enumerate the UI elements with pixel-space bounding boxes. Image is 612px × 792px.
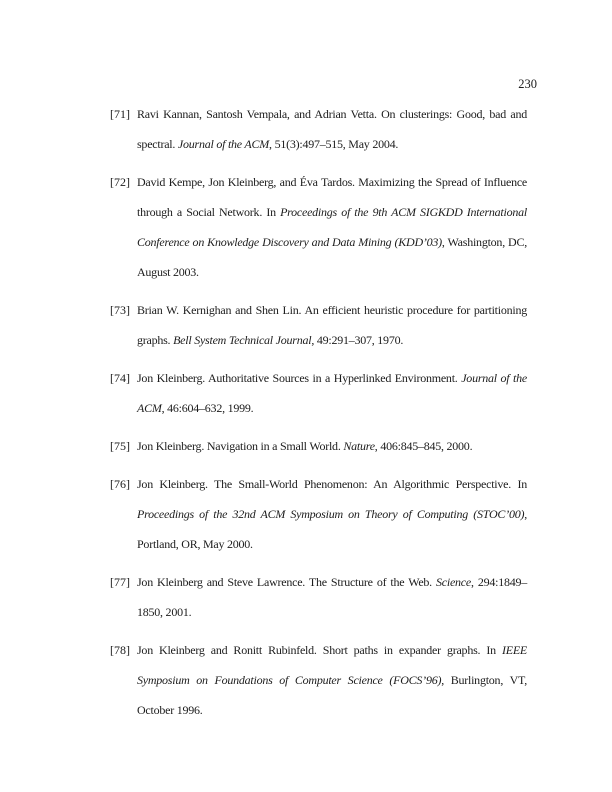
bib-entry — [110, 635, 527, 725]
bib-entry — [110, 99, 527, 159]
bib-entry-text: Ravi Kannan, Santosh Vempala, and Adrian Vetta. On clusterings: Good, bad and spectral. — [137, 107, 527, 151]
bib-entry — [110, 167, 527, 287]
bib-entry-text: , Portland, OR, May 2000. — [137, 507, 527, 551]
bib-entry — [110, 295, 527, 355]
bib-entry-text: , 294:1849–1850, 2001. — [137, 575, 527, 619]
bib-entry-venue: Proceedings of the 9th ACM SIGKDD International Conference on Knowledge Discovery and Data Mining (KDD’03) — [137, 205, 527, 249]
bib-entry-text: , 406:845–845, 2000. — [374, 439, 473, 453]
bib-entry-text: Jon Kleinberg and Ronitt Rubinfeld. Short paths in expander graphs. In — [137, 643, 502, 657]
bib-entry-text: , 51(3):497–515, May 2004. — [269, 137, 399, 151]
bib-entry-label: [77] — [110, 575, 130, 589]
bib-entry-venue: Bell System Technical Journal — [173, 333, 312, 347]
bib-entry-label: [76] — [110, 477, 130, 491]
bib-entry-venue: Nature — [343, 439, 375, 453]
bib-entry-text: , Washington, DC, August 2003. — [137, 235, 527, 279]
bib-entry-label: [75] — [110, 439, 130, 453]
bib-entry-venue: Journal of the ACM — [137, 371, 527, 415]
bib-entry — [110, 363, 527, 423]
bib-entry-label: [73] — [110, 303, 130, 317]
bib-entry-text: , 49:291–307, 1970. — [311, 333, 404, 347]
bib-entry-label: [72] — [110, 175, 130, 189]
bib-entry — [110, 567, 527, 627]
bib-entry-text: Jon Kleinberg and Steve Lawrence. The Structure of the Web. — [137, 575, 437, 589]
bib-entry-text: Jon Kleinberg. Navigation in a Small World. — [137, 439, 344, 453]
bib-entry-venue: Journal of the ACM — [177, 137, 270, 151]
bib-entry-label: [78] — [110, 643, 130, 657]
bib-entry — [110, 431, 527, 461]
page-number: 230 — [518, 77, 537, 91]
bibliography — [110, 99, 527, 733]
bib-entry-text: , Burlington, VT, October 1996. — [137, 673, 527, 717]
bib-entry-venue: Science — [436, 575, 471, 589]
bib-entry-venue: IEEE Symposium on Foundations of Computer Science (FOCS’96) — [137, 643, 527, 687]
bib-entry-label: [71] — [110, 107, 130, 121]
bib-entry-text: , 46:604–632, 1999. — [161, 401, 254, 415]
bib-entry-venue: Proceedings of the 32nd ACM Symposium on Theory of Computing (STOC’00) — [137, 507, 525, 521]
bib-entry-label: [74] — [110, 371, 130, 385]
bib-entry — [110, 469, 527, 559]
bib-entry-text: Jon Kleinberg. Authoritative Sources in a Hyperlinked Environment. — [137, 371, 462, 385]
bib-entry-text: David Kempe, Jon Kleinberg, and Éva Tardos. Maximizing the Spread of Influence through a Social Network. In — [137, 175, 527, 219]
bib-entry-text: Brian W. Kernighan and Shen Lin. An efficient heuristic procedure for partitioning graphs. — [137, 303, 527, 347]
bib-entry-text: Jon Kleinberg. The Small-World Phenomenon: An Algorithmic Perspective. In — [137, 477, 527, 491]
